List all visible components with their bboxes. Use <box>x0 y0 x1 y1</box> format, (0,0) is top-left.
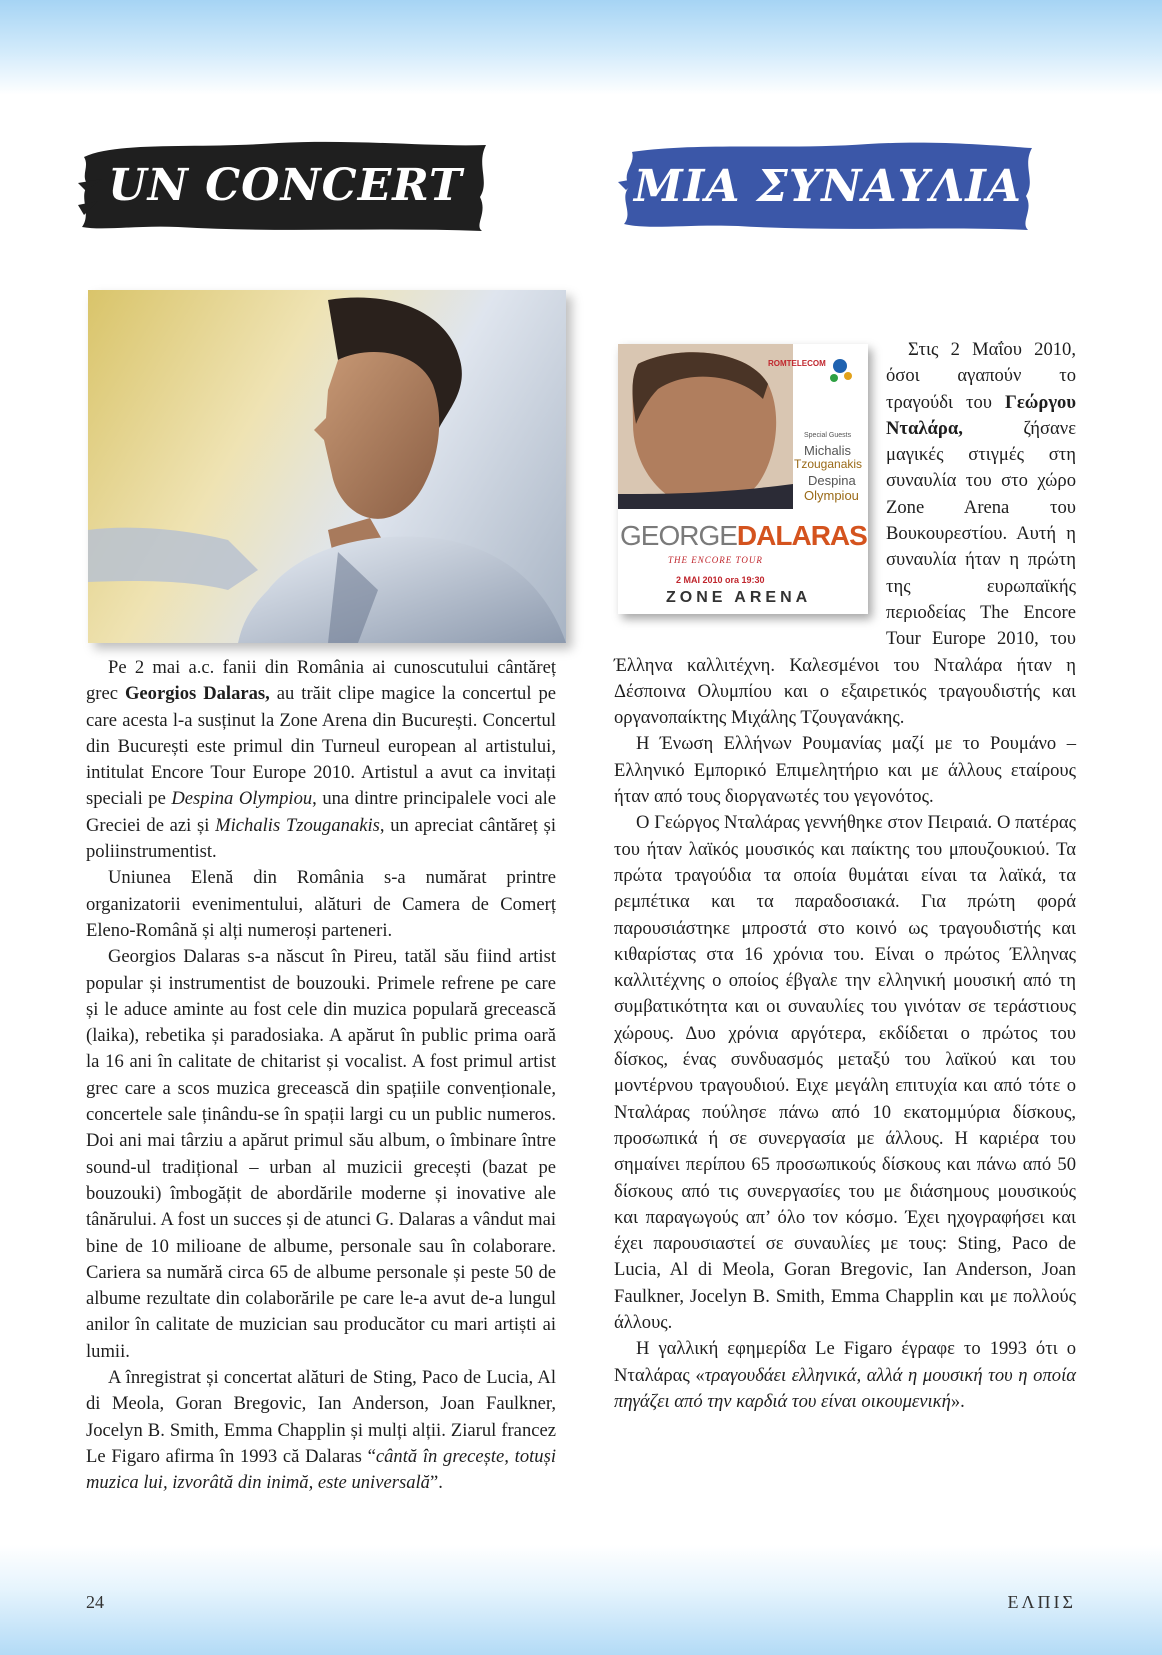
poster-sponsor: ROMTELECOM <box>768 359 826 368</box>
poster-guest-2b: Olympiou <box>804 488 859 503</box>
magazine-name: ΕΛΠΙΣ <box>1007 1592 1076 1612</box>
article-ro-paragraph-2: Uniunea Elenă din România s-a numărat printre organizatorii evenimentului, alături de Camera de Comerț Eleno-Română și alți numeroși parteneri. <box>86 867 556 941</box>
portrait-illustration <box>88 290 566 643</box>
article-gr-paragraph-1: Στις 2 Μαΐου 2010, όσοι αγαπούν το τραγούδι του Γεώργου Νταλάρα, ζήσανε μαγικές στιγμές στη συναυλία του στο χώρο Zone Arena του Βουκουρεστίου. Αυτή η συναυλία ήταν η πρώτη της ευρωπαϊκής περιοδείας The Encore Tour Europe 2010, του Έλληνα καλλιτέχνη. Καλεσμένοι του Νταλάρα ήταν η Δέσποινα Ολυμπίου και ο εξαιρετικός τραγουδιστής και οργανοπαίκτης Μιχάλης Τζουγανάκης. <box>614 339 1076 729</box>
poster-guest-1: Michalis <box>804 443 851 458</box>
poster-wrap-space <box>614 337 886 641</box>
article-gr <box>614 337 1076 1415</box>
article-gr-paragraph-2: Η Ένωση Ελλήνων Ρουμανίας μαζί με το Ρουμάνο – Ελληνικό Εμπορικό Επιμελητήριο και με άλλους εταίρους ήταν από τους διοργανωτές του γεγονότος. <box>614 733 1076 808</box>
title-banner-gr <box>618 138 1038 234</box>
bottom-gradient-band <box>0 1545 1162 1655</box>
page-number: 24 <box>86 1592 104 1612</box>
poster-special-guests: Special Guests <box>804 432 852 439</box>
poster-artist-last: DALARAS <box>736 520 867 551</box>
article-ro <box>86 655 556 1497</box>
top-gradient-band <box>0 0 1162 95</box>
dalaras-portrait-photo <box>88 290 566 643</box>
poster-guest-2: Despina <box>808 473 856 488</box>
poster-guest-1b: Tzouganakis <box>794 457 863 471</box>
article-gr-paragraph-4: Η γαλλική εφημερίδα Le Figaro έγραφε το 1993 ότι ο Νταλάρας «τραγουδάει ελληνικά, αλλά η μουσική του η οποία πηγάζει από την καρδιά του είναι οικουμενική». <box>614 1338 1076 1412</box>
poster-date: 2 MAI 2010 ora 19:30 <box>676 575 765 585</box>
article-ro-paragraph-4: A înregistrat și concertat alături de Sting, Paco de Lucia, Al di Meola, Goran Bregovic, Ian Anderson, Joan Faulkner, Jocelyn B. Smith, Emma Chapplin și mulți alții. Ziarul francez Le Figaro afirma în 1993 că Dalaras “cântă în grecește, totuși muzica lui, izvorâtă din inimă, este universală”. <box>86 1367 557 1494</box>
article-gr-paragraph-3: Ο Γεώργος Νταλάρας γεννήθηκε στον Πειραιά. Ο πατέρας του ήταν λαϊκός μουσικός και παίκτης του μπουζουκιού. Τα πρώτα τραγούδια τα οποία θυμάται είναι τα λαϊκά, τα ρεμπέτικα και τα παραδοσιακά. Για πρώτη φορά παρουσιάστηκε μπροστά στο κοινό ως τραγουδιστής και κιθαρίστας στα 16 χρόνια του. Είναι ο πρώτος Έλληνας καλλιτέχνης ο οποίος έβγαλε την ελληνική μουσική από τη συμβατικότητα και οι συναυλίες του γινόταν σε τεράστιους χώρους. Δυο χρόνια αργότερα, εκδίδεται ο πρώτος του δίσκος, ένας συνδυασμός μεταξύ του λαϊκού και του μοντέρνου τραγουδιού. Ειχε μεγάλη επιτυχία και από τότε ο Νταλάρας πούλησε πάνω από 10 εκατομμύρια δίσκους, προσωπικά ή σε συνεργασία με άλλους. Η καριέρα του σημαίνει περίπου 65 προσωπικούς δίσκους και πάνω από 50 δίσκους από τις συνεργασίες του με διάσημους μουσικούς και παραγωγούς απ’ όλο τον κόσμο. Έχει ηχογραφήσει και έχει παρουσιαστεί σε συναυλίες με τους: Sting, Paco de Lucia, Al di Meola, Goran Bregovic, Ian Anderson, Joan Faulkner, Jocelyn B. Smith, Emma Chapplin και με πολλούς άλλους. <box>614 812 1076 1333</box>
article-ro-paragraph-3: Georgios Dalaras s-a născut în Pireu, tatăl său fiind artist popular și instrumentist de bouzouki. Primele refrene pe care și le aduce aminte au fost cele din muzica populară grecească (laika), rebetika și paradosiaka. A apărut în public prima oară la 16 ani în calitate de chitarist și vocalist. A fost primul artist grec care a scos muzica grecească din spațiile convenționale, concertele sale ținându-se în spații largi cu un public numeros. Doi ani mai târziu a apărut primul său album, o îmbinare între sound-ul tradițional – urban al muzicii grecești (bazat pe bouzouki) îmbogățit de abordările moderne și inovative ale tânărului. A fost un succes și de atunci G. Dalaras a vândut mai bine de 10 milioane de albume, personale sau în colaborare. Cariera sa numără circa 65 de albume personale și peste 50 de albume rezultate din colaborările pe care le-a avut de-a lungul anilor în calitate de muzician sau producător cu mari artiști ai lumii. <box>86 946 556 1362</box>
poster-artist-first: GEORGE <box>620 520 737 551</box>
poster-venue: ZONE ARENA <box>666 589 812 606</box>
title-gr: ΜΙΑ ΣΥΝΑΥΛΙΑ <box>634 160 1022 212</box>
article-ro-paragraph-1: Pe 2 mai a.c. fanii din România ai cunoscutului cântăreț grec Georgios Dalaras, au trăit clipe magice la concertul pe care acesta l-a susținut la Zone Arena din București. Concertul din București este primul din Turneul european al artistului, intitulat Encore Tour Europe 2010. Artistul a avut ca invitați speciali pe Despina Olympiou, una dintre principalele voci ale Greciei de azi și Michalis Tzouganakis, un apreciat cântăreț și poliinstrumentist. <box>86 657 556 863</box>
title-ro: UN CONCERT <box>108 159 463 211</box>
title-banner-ro <box>78 135 493 235</box>
poster-tour: THE ENCORE TOUR <box>668 555 763 565</box>
